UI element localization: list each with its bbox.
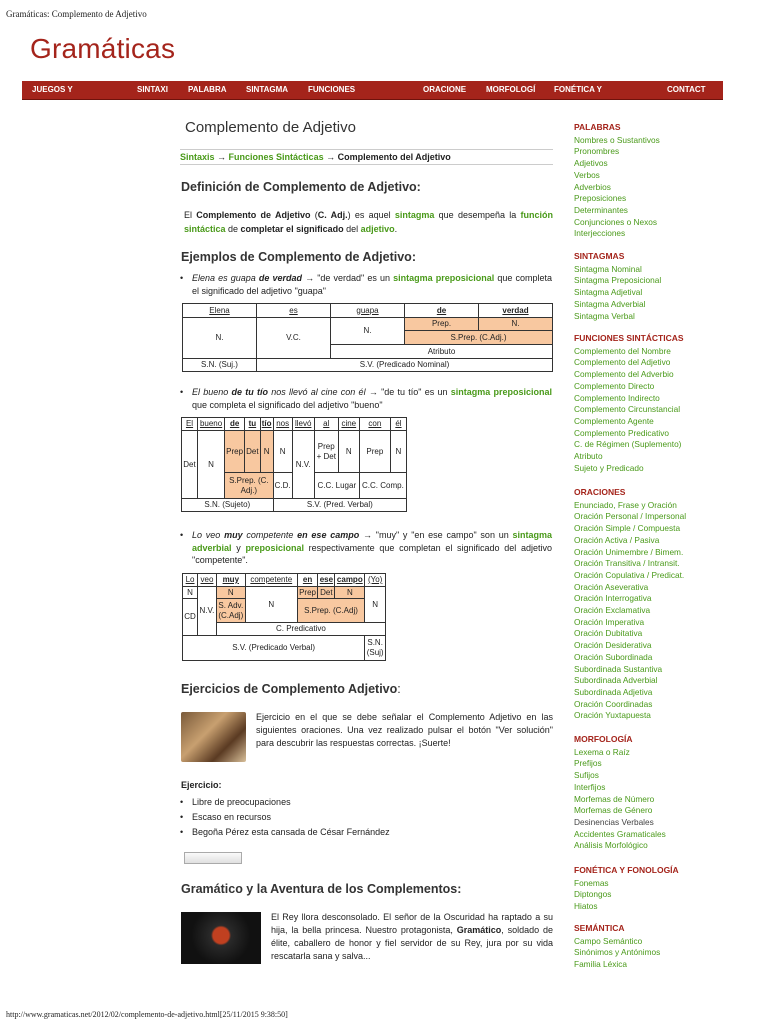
sidebar-link[interactable]: Análisis Morfológico [574, 840, 648, 851]
sidebar-link[interactable]: Oración Interrogativa [574, 593, 652, 604]
sidebar-link[interactable]: Conjunciones o Nexos [574, 216, 658, 227]
example-3: • Lo veo muy competente en ese campo → "muy" y "en ese campo" son un sintagma adverbial y preposicional respectivamente que completan el significado del adjetivo "competente". [180, 530, 553, 565]
tag-cell: V.C. [257, 318, 331, 359]
sidebar-link[interactable]: Preposiciones [574, 193, 627, 204]
sidebar-link[interactable]: Oración Simple / Compuesta [574, 523, 681, 534]
breadcrumb-arrow-icon: → [326, 152, 336, 162]
sidebar-link[interactable]: Desinencias Verbales [574, 816, 654, 827]
word-cell: competente [245, 574, 297, 587]
sidebar-link[interactable]: Oración Personal / Impersonal [574, 511, 687, 522]
nav-item-funciones[interactable]: FUNCIONES [308, 85, 356, 94]
tag-cell: Det [318, 587, 335, 599]
nav-item-morfologia[interactable]: MORFOLOGÍ [486, 85, 536, 94]
word-cell: en [297, 574, 318, 587]
sidebar-link[interactable]: Oración Imperativa [574, 616, 645, 627]
sidebar-link[interactable]: Adverbios [574, 181, 611, 192]
sidebar-heading: ORACIONES [574, 487, 626, 497]
sidebar-link[interactable]: Interjecciones [574, 228, 626, 239]
word-cell: él [390, 418, 406, 431]
tag-cell: S.Prep. (C.Adj) [297, 599, 365, 623]
tag-cell: S.V. (Pred. Verbal) [273, 499, 406, 512]
site-logo[interactable]: Gramáticas [30, 33, 176, 64]
tag-cell: N [335, 587, 365, 599]
sidebar-link[interactable]: Sintagma Adverbial [574, 298, 646, 309]
word-cell: Lo [183, 574, 198, 587]
sidebar-link[interactable]: Atributo [574, 451, 603, 462]
sidebar-link[interactable]: Morfemas de Género [574, 805, 653, 816]
breadcrumb-link-funciones[interactable]: Funciones Sintácticas [228, 152, 324, 162]
analysis-table-3 [182, 573, 386, 661]
sidebar-link[interactable]: Oración Exclamativa [574, 605, 651, 616]
breadcrumb [180, 149, 553, 165]
bullet-icon: • [180, 273, 184, 283]
word-cell: ese [318, 574, 335, 587]
sidebar-link[interactable]: Complemento Agente [574, 415, 654, 426]
tag-cell: N. [183, 318, 257, 359]
sidebar-link[interactable]: Pronombres [574, 146, 620, 157]
sidebar-link[interactable]: Oración Activa / Pasiva [574, 534, 660, 545]
link-adjetivo[interactable]: adjetivo [360, 224, 395, 234]
sidebar-link[interactable]: Morfemas de Número [574, 793, 655, 804]
tag-cell: C.C. Comp. [359, 473, 406, 499]
sidebar-section-funciones [574, 333, 684, 474]
sidebar-link[interactable]: Complemento Directo [574, 380, 655, 391]
tag-cell: N [183, 587, 198, 599]
sidebar-link[interactable]: Oración Transitiva / Intransit. [574, 558, 680, 569]
tag-cell: N [216, 587, 245, 599]
analysis-table-1 [182, 303, 553, 372]
sidebar-link[interactable]: Oración Dubitativa [574, 628, 643, 639]
sidebar-link[interactable]: Campo Semántico [574, 935, 643, 946]
tag-cell: Det [182, 431, 198, 499]
bullet-icon: • [180, 387, 184, 397]
word-cell: es [257, 304, 331, 318]
sidebar-link[interactable]: Complemento del Adverbio [574, 369, 674, 380]
main-nav [22, 81, 723, 100]
word-cell: tío [260, 418, 273, 431]
sidebar-link[interactable]: Complemento Indirecto [574, 392, 660, 403]
link-sintagma-preposicional[interactable]: sintagma preposicional [393, 273, 495, 283]
exercise-label: Ejercicio: [181, 780, 222, 790]
tag-cell: S.Prep. (C. Adj.) [225, 473, 274, 499]
sidebar-link[interactable]: Oración Unimembre / Bimem. [574, 546, 684, 557]
link-sintagma[interactable]: sintagma [394, 210, 435, 220]
heading-ejercicios: Ejercicios de Complemento Adjetivo: [181, 682, 401, 696]
word-cell: muy [216, 574, 245, 587]
tag-cell: Prep [299, 587, 316, 597]
tag-cell: S.N. (Sujeto) [182, 499, 274, 512]
tag-cell: N [260, 431, 273, 473]
word-cell: de [405, 304, 479, 318]
tag-cell: N [273, 431, 292, 473]
exercise-description: Ejercicio en el que se debe señalar el Complemento Adjetivo en las siguientes oraciones. Una vez realizado pulsar el botón "Ver solución" para descubrir las respuestas correctas. ¡Suerte! [256, 712, 553, 748]
word-cell: veo [198, 574, 217, 587]
sidebar-link[interactable]: C. de Régimen (Suplemento) [574, 439, 682, 450]
tag-cell: S.V. (Predicado Verbal) [183, 636, 365, 661]
sidebar-link[interactable]: Enunciado, Frase y Oración [574, 499, 677, 510]
word-cell: con [359, 418, 390, 431]
word-cell: El [182, 418, 198, 431]
nav-item-juegos[interactable]: JUEGOS Y [32, 85, 73, 94]
example-2: • El bueno de tu tío nos llevó al cine con él → "de tu tío" es un sintagma preposicional que completa el significado del adjetivo "bueno" [180, 387, 553, 410]
sidebar-link[interactable]: Oración Desiderativa [574, 640, 652, 651]
tag-cell: Det [245, 431, 260, 473]
exercise-item[interactable]: • Escaso en recursos [180, 812, 272, 822]
knight-game-image[interactable] [181, 912, 261, 964]
sidebar-heading: PALABRAS [574, 122, 621, 132]
tag-cell: S.Prep. (C.Adj.) [405, 331, 553, 345]
sidebar-heading: FONÉTICA Y FONOLOGÍA [574, 865, 679, 875]
sidebar-link[interactable]: Sintagma Nominal [574, 263, 642, 274]
breadcrumb-current: Complemento del Adjetivo [337, 152, 451, 162]
tag-cell: Prep [225, 431, 245, 473]
sidebar-link[interactable]: Sujeto y Predicado [574, 462, 644, 473]
tag-cell: N [365, 587, 386, 623]
aventura-paragraph: El Rey llora desconsolado. El señor de la Oscuridad ha raptado a su hija, la bella princesa. Nuestro protagonista, Gramático, soldado de élite, caballero de honor y fiel servidor de su Rey, jura por su vida rescatarla sana y salva... [271, 912, 553, 961]
sidebar-link[interactable]: Fonemas [574, 877, 609, 888]
sidebar-section-morfologia [574, 734, 666, 852]
sidebar-link[interactable]: Lexema o Raíz [574, 746, 630, 757]
word-cell: campo [335, 574, 365, 587]
sidebar-section-oraciones [574, 487, 686, 722]
word-cell: Elena [183, 304, 257, 318]
tag-cell: CD [183, 599, 198, 636]
footer-url: http://www.gramaticas.net/2012/02/complemento-de-adjetivo.html[25/11/2015 9:38:50] [6, 1010, 288, 1019]
link-sintagma-preposicional[interactable]: sintagma preposicional [450, 387, 553, 397]
tag-cell: N.V. [292, 431, 314, 499]
word-cell: tu [245, 418, 260, 431]
heading-ejemplos: Ejemplos de Complemento de Adjetivo: [181, 250, 416, 264]
tag-cell: C.C. Lugar [314, 473, 359, 499]
analysis-table-2 [181, 417, 407, 512]
word-cell: llevó [292, 418, 314, 431]
sidebar-link[interactable]: Complemento Predicativo [574, 427, 669, 438]
sidebar-link[interactable]: Subordinada Adjetiva [574, 686, 653, 697]
tag-cell: C.D. [273, 473, 292, 499]
tag-cell: S.N. (Suj) [365, 636, 386, 661]
tag-cell: N. [479, 318, 553, 331]
breadcrumb-arrow-icon: → [217, 152, 227, 162]
tag-cell: S.V. (Predicado Nominal) [257, 359, 553, 372]
sidebar-section-fonetica [574, 865, 679, 913]
word-cell: cine [338, 418, 359, 431]
sidebar-heading: SEMÁNTICA [574, 923, 625, 933]
tag-cell: N.V. [198, 587, 217, 636]
sidebar-link[interactable]: Sinónimos y Antónimos [574, 947, 661, 958]
link-preposicional[interactable]: preposicional [245, 542, 304, 553]
sidebar-link[interactable]: Diptongos [574, 889, 612, 900]
bullet-icon: • [180, 797, 184, 807]
sidebar-link[interactable]: Oración Coordinadas [574, 698, 653, 709]
link-funcion-sintactica[interactable]: función sintáctica [184, 210, 553, 234]
tag-cell: S.N. (Suj.) [183, 359, 257, 372]
word-cell: nos [273, 418, 292, 431]
nav-item-contacto[interactable]: CONTACT [667, 85, 706, 94]
example-1: • Elena es guapa de verdad → "de verdad" es un sintagma preposicional que completa el significado del adjetivo "guapa" [180, 273, 552, 296]
word-cell: verdad [479, 304, 553, 318]
tag-cell: Prep + Det [314, 431, 338, 473]
students-photo [181, 712, 246, 762]
sidebar-section-palabras [574, 122, 660, 240]
nav-item-fonetica[interactable]: FONÉTICA Y [554, 85, 603, 94]
word-cell: de [225, 418, 245, 431]
breadcrumb-link-sintaxis[interactable]: Sintaxis [180, 152, 215, 162]
sidebar-link[interactable]: Determinantes [574, 204, 628, 215]
tag-cell: N [390, 431, 406, 473]
sidebar-link[interactable]: Sintagma Preposicional [574, 275, 662, 286]
sidebar-heading: SINTAGMAS [574, 251, 625, 261]
sidebar-link[interactable]: Complemento del Adjetivo [574, 357, 671, 368]
heading-aventura: Gramático y la Aventura de los Complementos: [181, 882, 462, 896]
exercise-item[interactable]: • Libre de preocupaciones [180, 797, 291, 807]
sidebar-link[interactable]: Subordinada Sustantiva [574, 663, 663, 674]
sidebar-link[interactable]: Sufijos [574, 770, 599, 781]
sidebar-link[interactable]: Sintagma Verbal [574, 310, 635, 321]
sidebar-link[interactable]: Complemento del Nombre [574, 345, 671, 356]
bullet-icon: • [180, 827, 184, 837]
sidebar-link[interactable]: Oración Aseverativa [574, 581, 649, 592]
ver-solucion-button[interactable] [184, 852, 242, 864]
tag-cell: Prep. [405, 318, 479, 331]
tag-cell: Prep [359, 431, 390, 473]
tag-cell: S. Adv. (C.Adj) [216, 599, 245, 623]
sidebar-link[interactable]: Hiatos [574, 901, 598, 912]
tag-cell: C. Predicativo [216, 623, 385, 636]
browser-page-title: Gramáticas: Complemento de Adjetivo [6, 9, 147, 19]
sidebar-link[interactable]: Subordinada Adverbial [574, 675, 658, 686]
sidebar-link[interactable]: Prefijos [574, 758, 602, 769]
link-sintagma-adverbial[interactable]: sintagma adverbial [192, 530, 553, 553]
nav-item-sintagmas[interactable]: SINTAGMA [246, 85, 289, 94]
tag-cell: N. [331, 318, 405, 345]
nav-item-sintaxis[interactable]: SINTAXI [137, 85, 168, 94]
bullet-icon: • [180, 530, 184, 540]
sidebar-heading: MORFOLOGÍA [574, 734, 633, 744]
nav-item-oraciones[interactable]: ORACIONE [423, 85, 467, 94]
sidebar-heading: FUNCIONES SINTÁCTICAS [574, 333, 684, 343]
sidebar-link[interactable]: Oración Subordinada [574, 651, 653, 662]
word-cell: al [314, 418, 338, 431]
tag-cell: N [245, 587, 297, 623]
sidebar-link[interactable]: Oración Yuxtapuesta [574, 710, 651, 721]
tag-cell: Atributo [331, 345, 553, 359]
sidebar-link[interactable]: Complemento Circunstancial [574, 404, 681, 415]
word-cell: guapa [331, 304, 405, 318]
sidebar-link[interactable]: Verbos [574, 169, 600, 180]
sidebar-link[interactable]: Adjetivos [574, 158, 608, 169]
sidebar-link[interactable]: Familia Léxica [574, 959, 628, 970]
tag-cell: N [338, 431, 359, 473]
exercise-item[interactable]: • Begoña Pérez esta cansada de César Fernández [180, 827, 390, 837]
sidebar-section-semantica [574, 923, 660, 971]
sidebar-link[interactable]: Oración Copulativa / Predicat. [574, 569, 685, 580]
nav-item-palabras[interactable]: PALABRA [188, 85, 227, 94]
word-cell: bueno [198, 418, 225, 431]
heading-definicion: Definición de Complemento de Adjetivo: [181, 180, 421, 194]
definition-paragraph: El Complemento de Adjetivo (C. Adj.) es aquel sintagma que desempeña la función sintáctica de completar el significado del adjetivo. [184, 210, 553, 234]
post-title: Complemento de Adjetivo [185, 119, 356, 136]
sidebar-section-sintagmas [574, 251, 661, 322]
word-cell: (Yo) [365, 574, 386, 587]
sidebar-link[interactable]: Accidentes Gramaticales [574, 828, 666, 839]
tag-cell: N [198, 431, 225, 499]
sidebar-link[interactable]: Nombres o Sustantivos [574, 134, 660, 145]
sidebar-link[interactable]: Sintagma Adjetival [574, 287, 643, 298]
sidebar-link[interactable]: Interfijos [574, 781, 606, 792]
bullet-icon: • [180, 812, 184, 822]
